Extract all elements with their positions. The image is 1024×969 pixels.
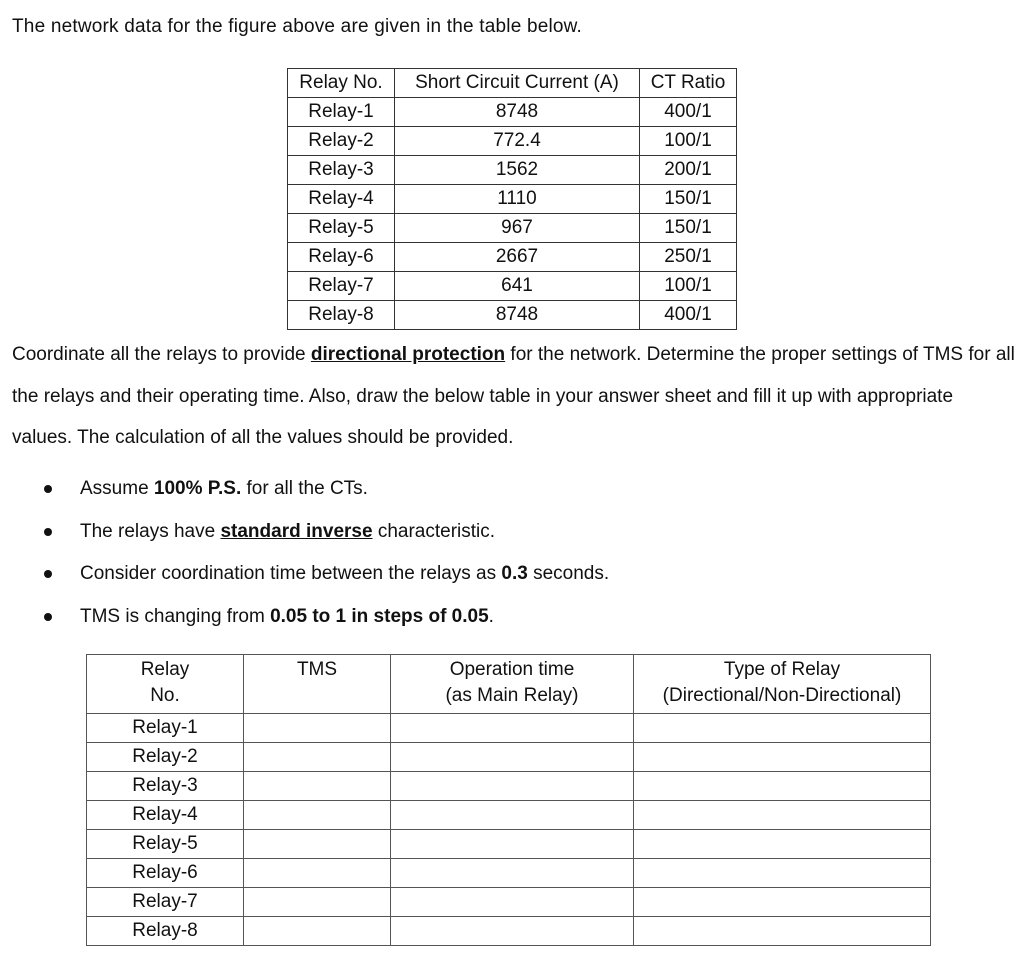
short-circuit-current-cell: 1562 [395,156,640,185]
answer-relay-type-cell [634,714,931,743]
answer-operation-time-cell [391,714,634,743]
answer-relay-no-cell: Relay-3 [87,772,244,801]
short-circuit-current-cell: 2667 [395,243,640,272]
assumption-item [36,470,609,513]
ct-ratio-cell: 400/1 [640,301,737,330]
answer-tms-cell [244,830,391,859]
answer-header-row [87,655,931,714]
table-row [288,127,737,156]
bullet-icon [44,570,52,578]
ct-ratio-cell: 400/1 [640,98,737,127]
answer-row [87,859,931,888]
assumption-text: characteristic. [372,520,496,542]
answer-relay-type-cell [634,772,931,801]
header-ct-ratio: CT Ratio [640,69,737,98]
table-row [288,272,737,301]
assumption-text: seconds. [527,563,610,585]
ct-ratio-cell: 100/1 [640,272,737,301]
answer-relay-type-cell [634,888,931,917]
answer-header-relay-no: Relay No. [87,655,244,714]
answer-operation-time-cell [391,830,634,859]
intro-text: The network data for the figure above are given in the table below. [12,16,583,37]
network-data-table [287,68,737,330]
answer-tms-cell [244,888,391,917]
answer-relay-type-cell [634,859,931,888]
short-circuit-current-cell: 641 [395,272,640,301]
answer-table [86,654,931,946]
assumption-item [36,555,609,598]
assumption-text: . [488,605,494,627]
assumption-item [36,513,609,556]
table-header-row [288,69,737,98]
answer-operation-time-cell [391,772,634,801]
bullet-icon [44,613,52,621]
answer-row [87,714,931,743]
answer-row [87,743,931,772]
short-circuit-current-cell: 772.4 [395,127,640,156]
answer-row [87,830,931,859]
assumption-emphasis: 0.3 [501,563,528,585]
ct-ratio-cell: 150/1 [640,185,737,214]
ct-ratio-cell: 100/1 [640,127,737,156]
bullet-icon [44,485,52,493]
assumption-emphasis: 100% P.S. [153,478,242,499]
answer-tms-cell [244,714,391,743]
answer-operation-time-cell [391,888,634,917]
relay-no-cell: Relay-2 [288,127,395,156]
instructions-paragraph [12,334,1017,459]
assumption-text: Consider coordination time between the relays as [80,563,502,585]
answer-header-tms: TMS [244,655,391,714]
answer-operation-time-cell [391,917,634,946]
answer-relay-type-cell [634,830,931,859]
answer-row [87,801,931,830]
table-row [288,156,737,185]
assumption-text: TMS is changing from [80,605,271,627]
answer-relay-no-cell: Relay-6 [87,859,244,888]
answer-header-relay-type: Type of Relay (Directional/Non-Directional) [634,655,931,714]
relay-no-cell: Relay-1 [288,98,395,127]
header-relay-no: Relay No. [288,69,395,98]
relay-no-cell: Relay-4 [288,185,395,214]
answer-row [87,888,931,917]
assumption-emphasis: standard inverse [220,520,373,542]
table-row [288,98,737,127]
answer-relay-type-cell [634,743,931,772]
answer-relay-no-cell: Relay-4 [87,801,244,830]
table-row [288,243,737,272]
ct-ratio-cell: 250/1 [640,243,737,272]
assumption-emphasis: 0.05 to 1 in steps of 0.05 [270,605,489,627]
paragraph-text-2: for the network. Determine the proper settings of TMS for all the relays and their operating time. Also, draw the below table in your answer sheet and fill it up with appropriate values. The calculation of all the values should be provided. [12,344,1015,448]
header-short-circuit-current: Short Circuit Current (A) [395,69,640,98]
answer-relay-no-cell: Relay-7 [87,888,244,917]
relay-no-cell: Relay-8 [288,301,395,330]
ct-ratio-cell: 200/1 [640,156,737,185]
answer-relay-type-cell [634,917,931,946]
answer-row [87,772,931,801]
short-circuit-current-cell: 8748 [395,301,640,330]
paragraph-emphasis: directional protection [310,344,506,365]
table-row [288,214,737,243]
answer-tms-cell [244,917,391,946]
answer-relay-no-cell: Relay-8 [87,917,244,946]
paragraph-text-1: Coordinate all the relays to provide [12,344,311,365]
answer-relay-no-cell: Relay-5 [87,830,244,859]
answer-row [87,917,931,946]
answer-tms-cell [244,772,391,801]
answer-operation-time-cell [391,801,634,830]
short-circuit-current-cell: 967 [395,214,640,243]
answer-relay-no-cell: Relay-1 [87,714,244,743]
answer-tms-cell [244,801,391,830]
answer-header-operation-time: Operation time (as Main Relay) [391,655,634,714]
answer-relay-no-cell: Relay-2 [87,743,244,772]
assumption-text: for all the CTs. [241,478,368,499]
short-circuit-current-cell: 1110 [395,185,640,214]
short-circuit-current-cell: 8748 [395,98,640,127]
assumption-text: Assume [80,478,154,499]
table-row [288,185,737,214]
relay-no-cell: Relay-5 [288,214,395,243]
answer-tms-cell [244,743,391,772]
answer-operation-time-cell [391,743,634,772]
ct-ratio-cell: 150/1 [640,214,737,243]
answer-relay-type-cell [634,801,931,830]
assumption-text: The relays have [80,520,221,542]
relay-no-cell: Relay-3 [288,156,395,185]
assumption-item [36,598,609,641]
bullet-icon [44,528,52,536]
relay-no-cell: Relay-7 [288,272,395,301]
answer-tms-cell [244,859,391,888]
table-row [288,301,737,330]
relay-no-cell: Relay-6 [288,243,395,272]
assumptions-list [36,470,609,640]
answer-operation-time-cell [391,859,634,888]
